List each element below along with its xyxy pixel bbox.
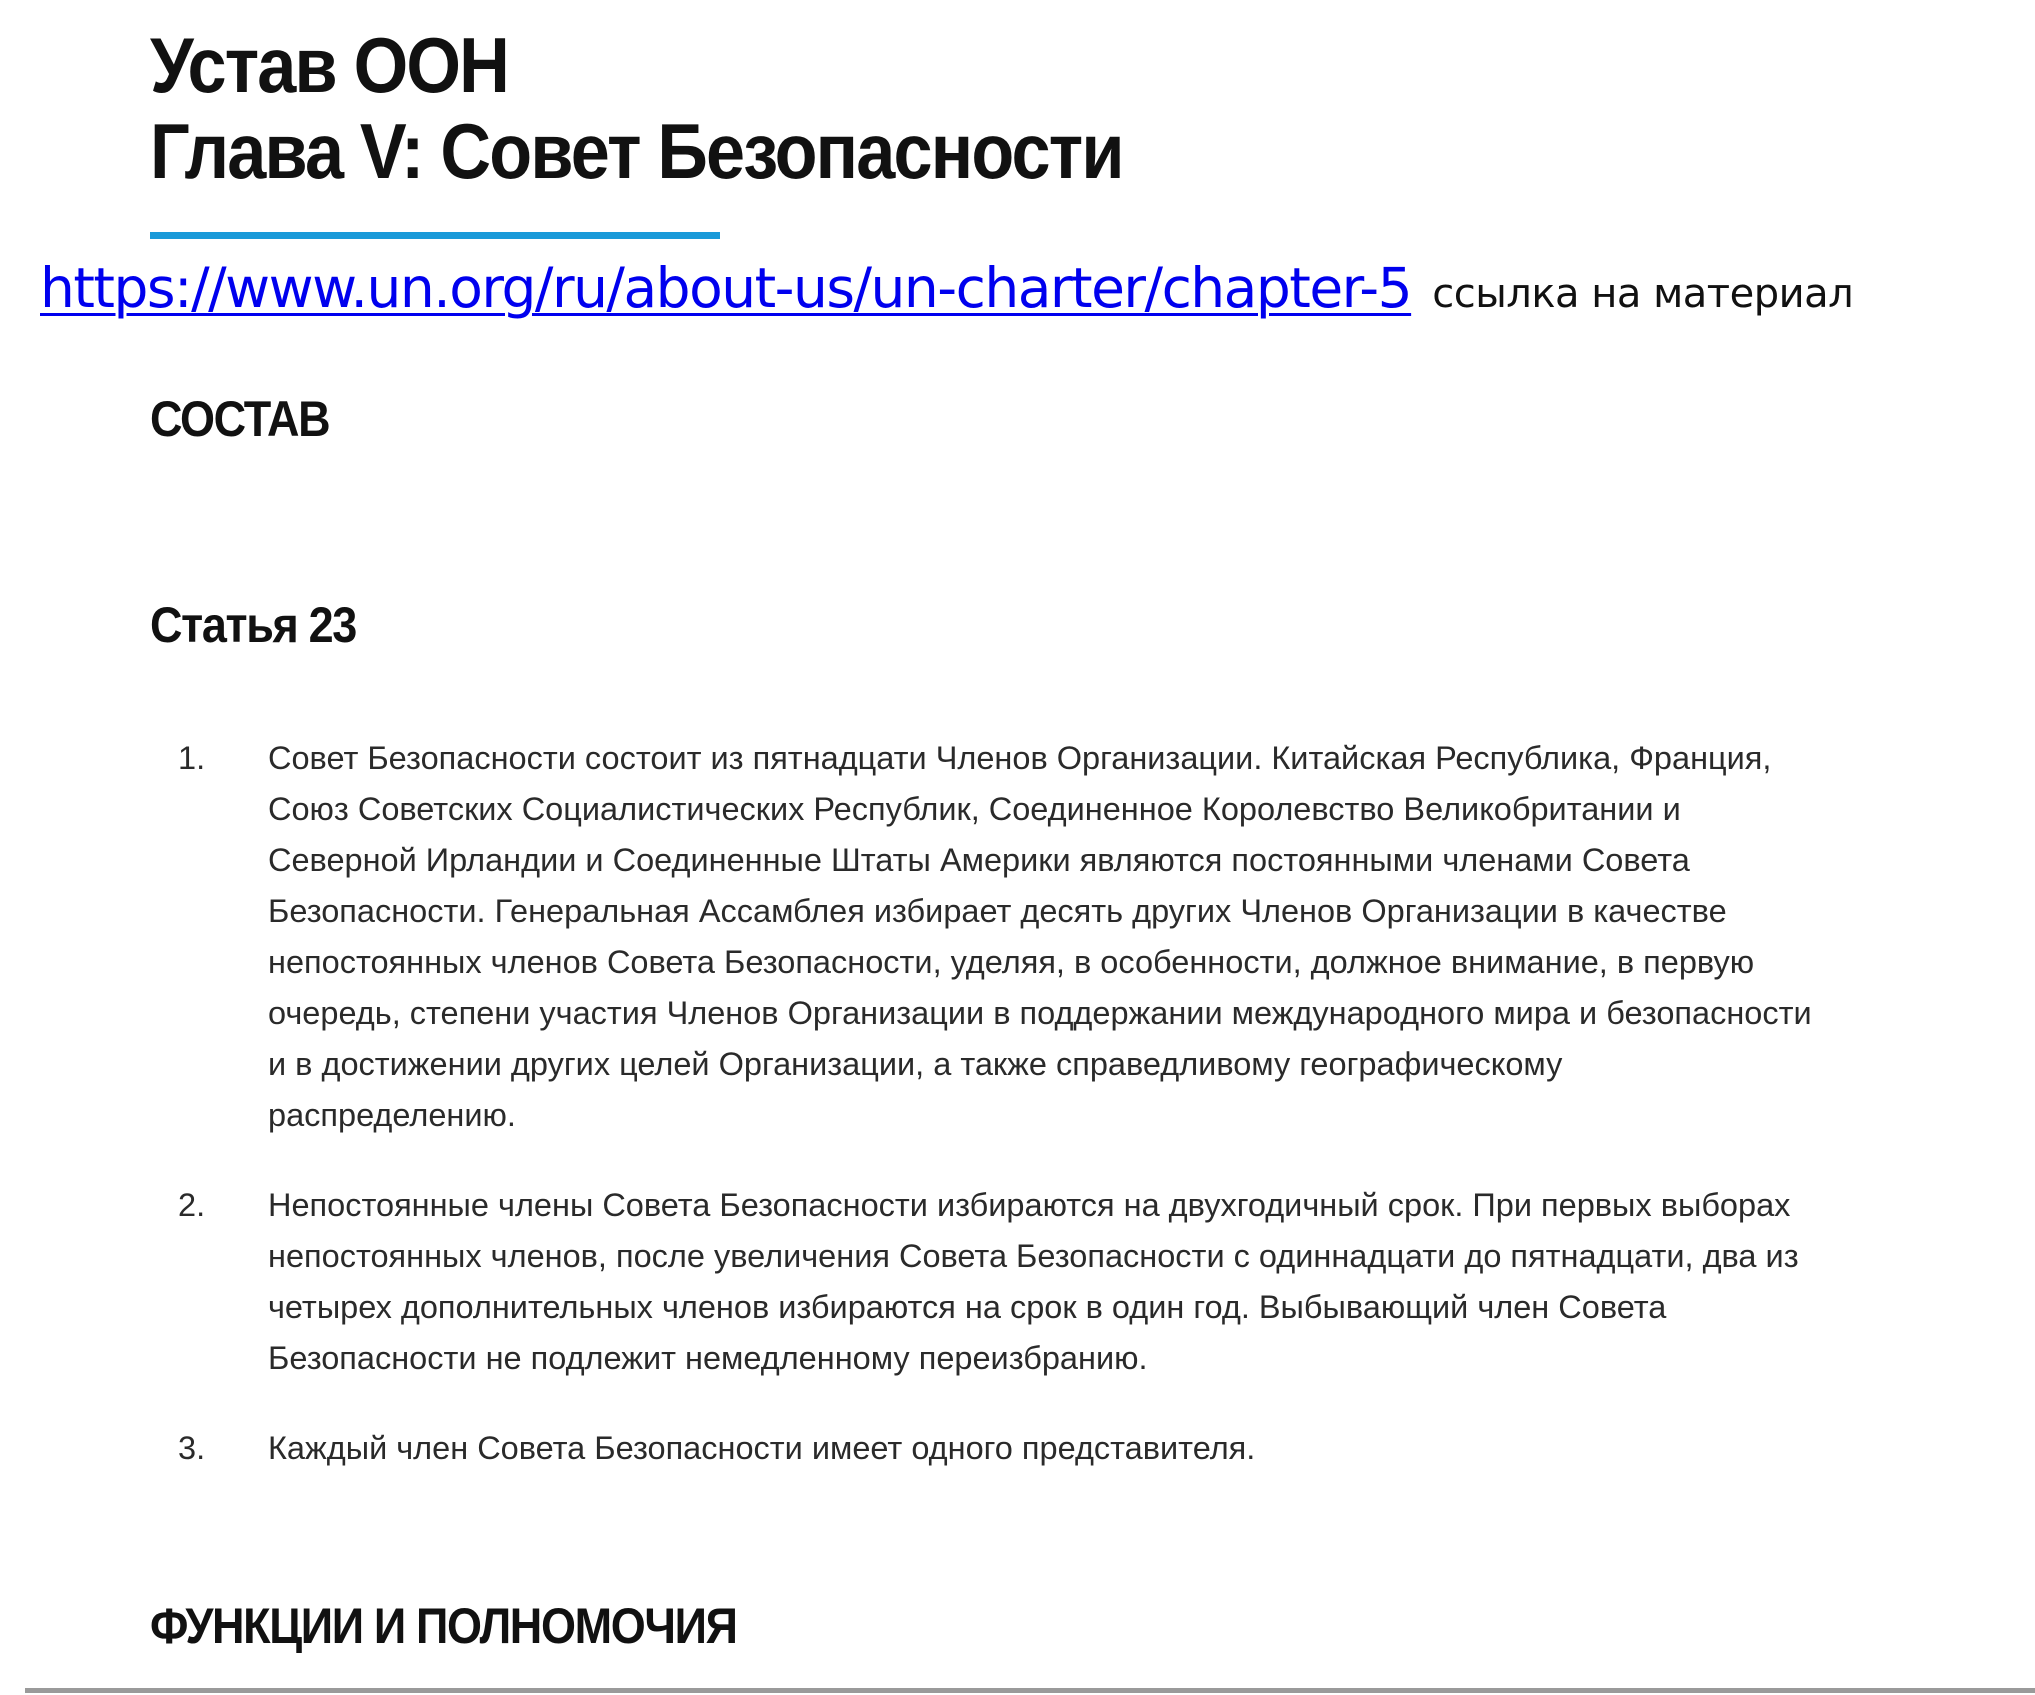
title-line-chapter: Глава V: Совет Безопасности <box>150 107 1123 195</box>
article-list <box>178 733 1818 1513</box>
article-heading: Статья 23 <box>150 597 356 653</box>
item-number: 2. <box>178 1187 206 1223</box>
section-heading-functions: ФУНКЦИИ И ПОЛНОМОЧИЯ <box>150 1598 737 1654</box>
page-bottom-border <box>25 1688 2035 1693</box>
list-item <box>178 1180 1818 1384</box>
list-item <box>178 1423 1818 1474</box>
item-text: Непостоянные члены Совета Безопасности избираются на двухгодичный срок. При первых выборах непостоянных членов, после увеличения Совета Безопасности с одиннадцати до пятнадцати, два из четырех дополнительных членов избираются на срок в один год. Выбывающий член Совета Безопасности не подлежит немедленному переизбранию. <box>268 1187 1799 1376</box>
source-link[interactable]: https://www.un.org/ru/about-us/un-charter/chapter-5 <box>40 256 1412 320</box>
section-heading-composition: СОСТАВ <box>150 391 330 447</box>
title-line-charter: Устав ООН <box>150 21 509 109</box>
source-line <box>40 256 1853 320</box>
item-text: Совет Безопасности состоит из пятнадцати Членов Организации. Китайская Республика, Франция, Союз Советских Социалистических Республик, Соединенное Королевство Великобритании и Северной Ирландии и Соединенные Штаты Америки являются постоянными членами Совета Безопасности. Генеральная Ассамблея избирает десять других Членов Организации в качестве непостоянных членов Совета Безопасности, уделяя, в особенности, должное внимание, в первую очередь, степени участия Членов Организации в поддержании международного мира и безопасности и в достижении других целей Организации, а также справедливому географическому распределению. <box>268 740 1812 1133</box>
list-item <box>178 733 1818 1141</box>
page-title <box>150 22 1123 194</box>
source-note: ссылка на материал <box>1432 271 1854 317</box>
item-number: 1. <box>178 740 206 776</box>
item-text: Каждый член Совета Безопасности имеет одного представителя. <box>268 1430 1256 1466</box>
title-accent-rule <box>150 232 720 239</box>
item-number: 3. <box>178 1430 206 1466</box>
